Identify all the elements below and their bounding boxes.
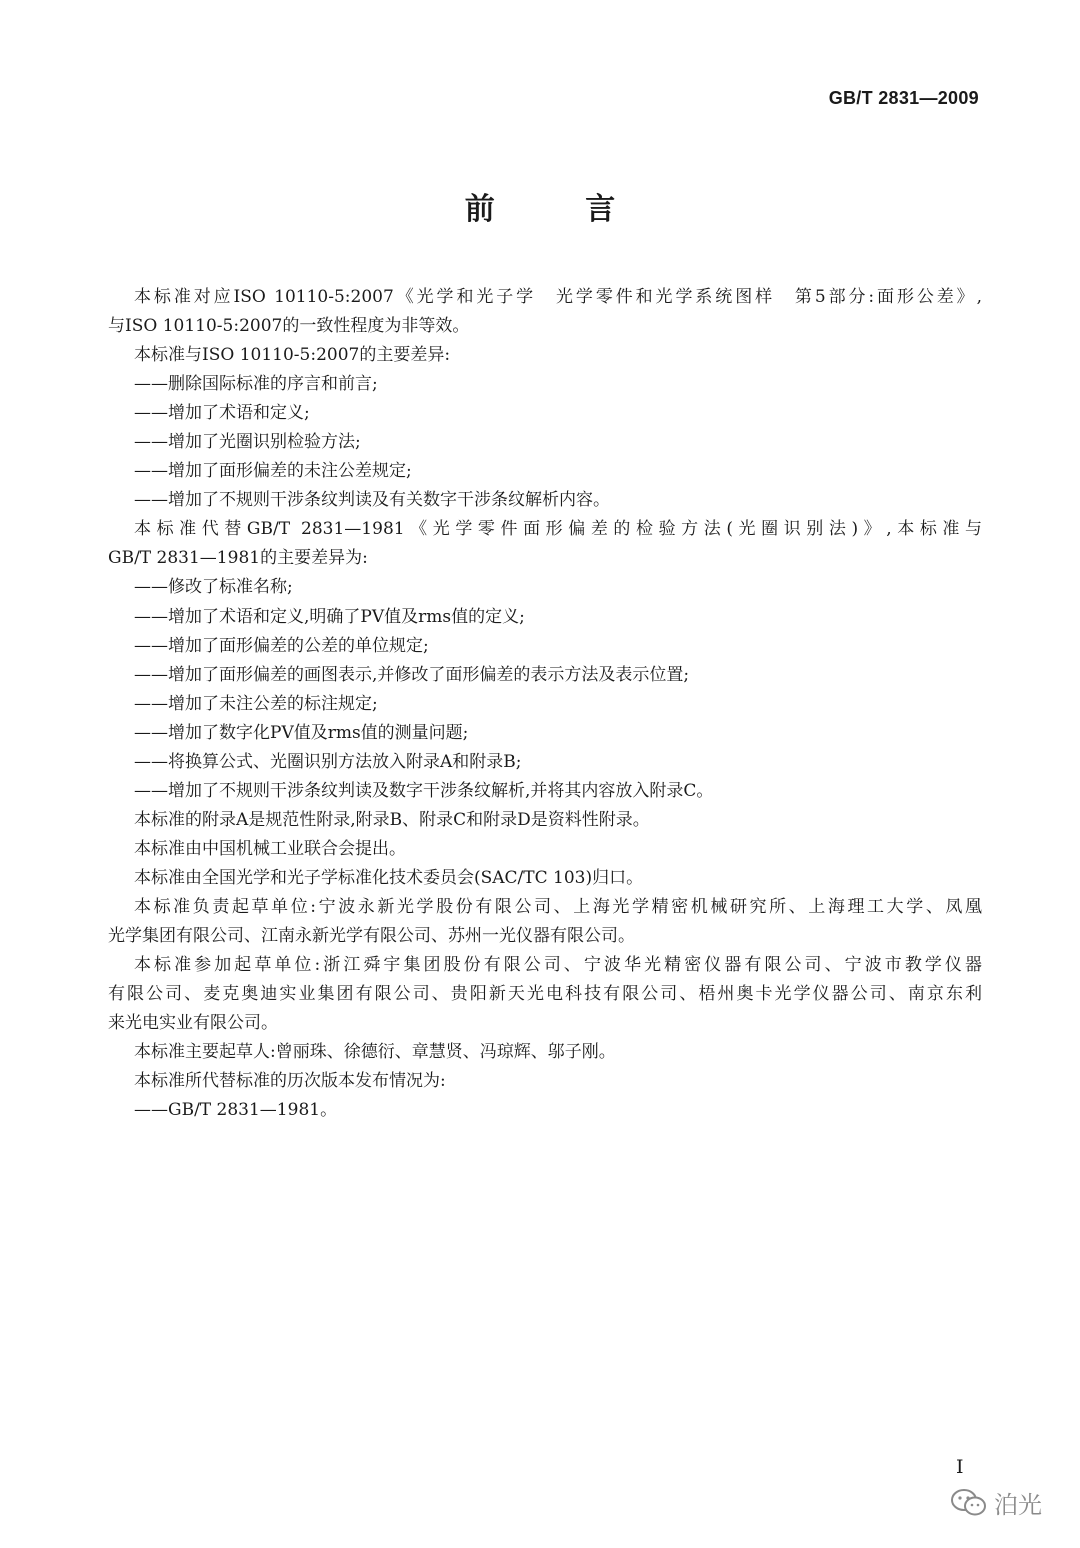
text-line: 本标准负责起草单位:宁波永新光学股份有限公司、上海光学精密机械研究所、上海理工大学、凤凰 — [134, 896, 982, 917]
text-line: ——增加了数字化PV值及rms值的测量问题; — [134, 722, 469, 743]
text-line: ——增加了不规则干涉条纹判读及数字干涉条纹解析,并将其内容放入附录C。 — [134, 780, 714, 801]
text-line: 与ISO 10110-5:2007的一致性程度为非等效。 — [108, 316, 470, 337]
watermark — [950, 1485, 1042, 1520]
page-title: 前 言 — [464, 192, 656, 227]
text-line: ——增加了面形偏差的画图表示,并修改了面形偏差的表示方法及表示位置; — [134, 664, 690, 685]
text-line: ——增加了术语和定义,明确了PV值及rms值的定义; — [134, 606, 525, 627]
document-code: GB/T 2831—2009 — [828, 88, 979, 108]
text-line: ——删除国际标准的序言和前言; — [134, 374, 378, 395]
text-line: 本标准由中国机械工业联合会提出。 — [134, 838, 406, 859]
text-line: 本标准的附录A是规范性附录,附录B、附录C和附录D是资料性附录。 — [134, 809, 650, 830]
text-line: ——增加了不规则干涉条纹判读及有关数字干涉条纹解析内容。 — [134, 490, 610, 511]
text-line: ——GB/T 2831—1981。 — [134, 1100, 338, 1121]
text-line: ——修改了标准名称; — [134, 577, 293, 598]
page-number: I — [956, 1456, 964, 1478]
wechat-icon — [950, 1488, 988, 1518]
text-line: ——增加了术语和定义; — [134, 403, 310, 424]
text-line: 来光电实业有限公司。 — [108, 1013, 278, 1034]
text-line: 本标准与ISO 10110-5:2007的主要差异: — [134, 345, 451, 366]
text-line: 本标准由全国光学和光子学标准化技术委员会(SAC/TC 103)归口。 — [134, 867, 644, 888]
text-line: GB/T 2831—1981的主要差异为: — [108, 548, 368, 569]
text-line: 本标准参加起草单位:浙江舜宇集团股份有限公司、宁波华光精密仪器有限公司、宁波市教学仪器 — [134, 955, 982, 976]
preface-body — [108, 283, 982, 1125]
text-line: 有限公司、麦克奥迪实业集团有限公司、贵阳新天光电科技有限公司、梧州奥卡光学仪器公司、南京东利 — [108, 984, 982, 1005]
text-line: 本标准代替GB/T 2831—1981《光学零件面形偏差的检验方法(光圈识别法)》,本标准与 — [134, 519, 982, 540]
text-line: 本标准所代替标准的历次版本发布情况为: — [134, 1071, 446, 1092]
text-line: ——增加了面形偏差的未注公差规定; — [134, 461, 412, 482]
text-line: ——增加了光圈识别检验方法; — [134, 432, 361, 453]
text-line: ——将换算公式、光圈识别方法放入附录A和附录B; — [134, 751, 522, 772]
text-line: 本标准主要起草人:曾丽珠、徐德衍、章慧贤、冯琼辉、邬子刚。 — [134, 1042, 616, 1063]
text-line: 本标准对应ISO 10110-5:2007《光学和光子学 光学零件和光学系统图样 第5部分:面形公差》, — [134, 287, 982, 307]
watermark-text: 泊光 — [994, 1491, 1042, 1519]
text-line: ——增加了未注公差的标注规定; — [134, 693, 378, 714]
text-line: 光学集团有限公司、江南永新光学有限公司、苏州一光仪器有限公司。 — [108, 926, 635, 947]
text-line: ——增加了面形偏差的公差的单位规定; — [134, 635, 429, 656]
